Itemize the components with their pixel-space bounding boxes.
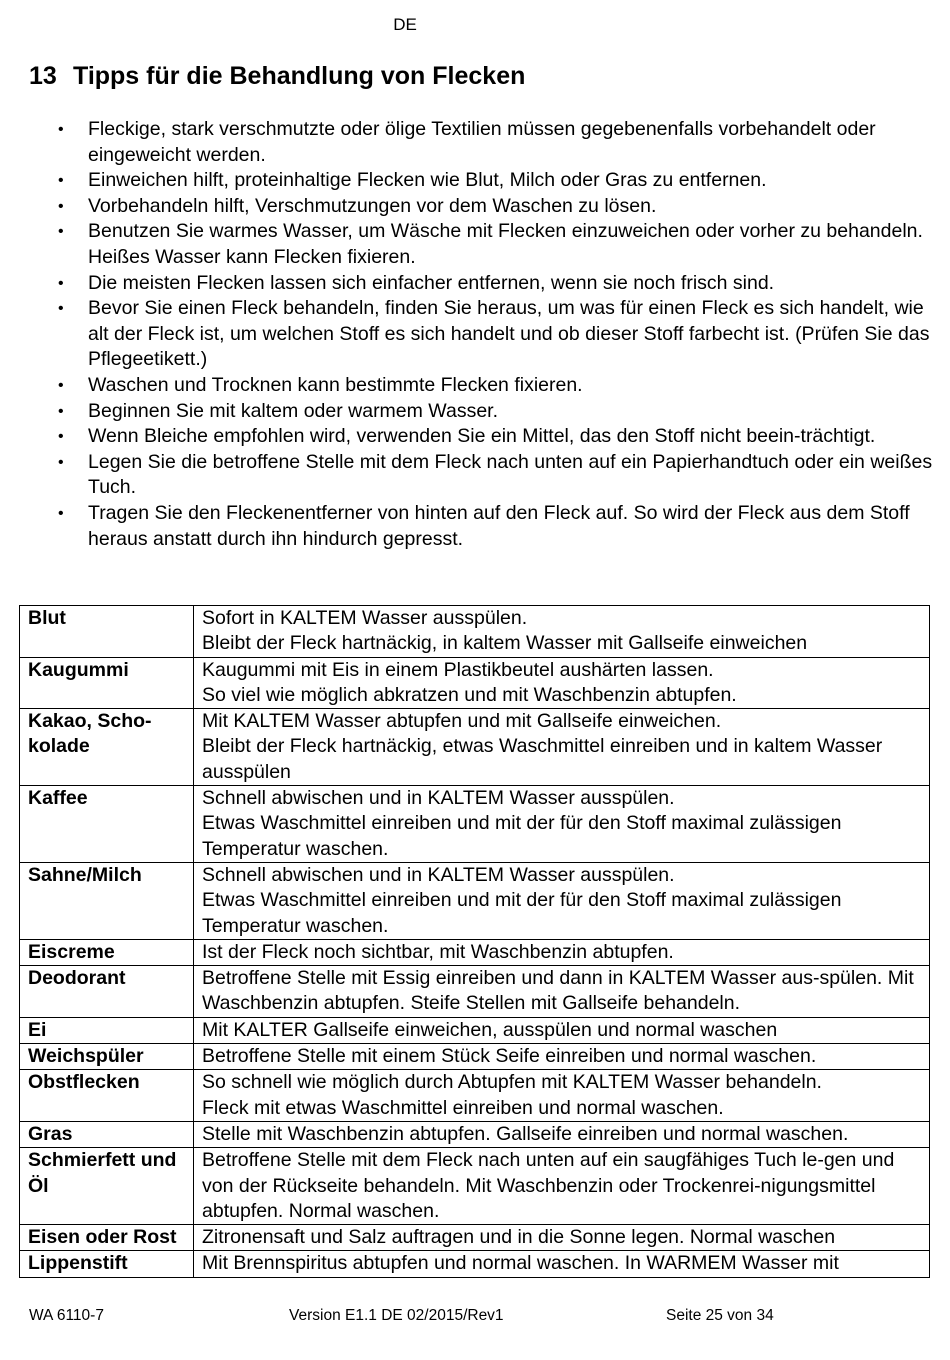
bullet-icon: • [58, 453, 64, 471]
table-row [20, 1044, 930, 1070]
tip-text: Tragen Sie den Fleckenentferner von hinten auf den Fleck auf. So wird der Fleck aus dem Stoff heraus anstatt durch ihn hindurch gepresst. [88, 501, 910, 550]
page-language-header: DE [393, 15, 417, 34]
table-row [20, 1251, 930, 1277]
stain-treatment-table [19, 605, 930, 1278]
tip-text: Vorbehandeln hilft, Verschmutzungen vor dem Waschen zu lösen. [88, 194, 657, 217]
bullet-icon: • [58, 121, 64, 138]
stain-name: Blut [20, 606, 194, 658]
section-title: Tipps für die Behandlung von Flecken [73, 62, 526, 90]
section-heading [29, 62, 525, 91]
table-row [20, 606, 930, 658]
table-row [20, 862, 930, 939]
stain-treatment: Betroffene Stelle mit einem Stück Seife einreiben und normal waschen. [194, 1044, 930, 1070]
table-row [20, 966, 930, 1018]
tip-item [0, 450, 935, 501]
stain-name: Obstflecken [20, 1070, 194, 1122]
tip-item [0, 194, 935, 220]
stain-name: Lippenstift [20, 1251, 194, 1277]
tip-text: Legen Sie die betroffene Stelle mit dem Fleck nach unten auf ein Papierhandtuch oder ein weißes Tuch. [88, 450, 933, 499]
tip-item [0, 399, 935, 425]
table-row [20, 939, 930, 965]
tip-text: Die meisten Flecken lassen sich einfacher entfernen, wenn sie noch frisch sind. [88, 271, 775, 294]
tip-text: Beginnen Sie mit kaltem oder warmem Wasser. [88, 399, 499, 422]
tip-item [0, 501, 935, 552]
footer-page-number: Seite 25 von 34 [666, 1307, 774, 1324]
stain-name: Gras [20, 1121, 194, 1147]
table-row [20, 1070, 930, 1122]
stain-name: Schmierfett und Öl [20, 1148, 194, 1225]
section-number: 13 [29, 62, 57, 90]
stain-treatment: Stelle mit Waschbenzin abtupfen. Gallseife einreiben und normal waschen. [194, 1121, 930, 1147]
bullet-icon: • [58, 172, 64, 190]
footer-model: WA 6110-7 [29, 1307, 104, 1324]
stain-treatment: Sofort in KALTEM Wasser ausspülen. Bleibt der Fleck hartnäckig, in kaltem Wasser mit Gallseife einweichen [194, 606, 930, 658]
tip-item [0, 117, 935, 168]
stain-treatment: Ist der Fleck noch sichtbar, mit Waschbenzin abtupfen. [194, 939, 930, 965]
tip-item [0, 271, 935, 297]
stain-treatment: Zitronensaft und Salz auftragen und in die Sonne legen. Normal waschen [194, 1225, 930, 1251]
stain-name: Sahne/Milch [20, 862, 194, 939]
stain-treatment: Kaugummi mit Eis in einem Plastikbeutel aushärten lassen. So viel wie möglich abkratzen und mit Waschbenzin abtupfen. [194, 657, 930, 709]
stain-treatment: Betroffene Stelle mit dem Fleck nach unten auf ein saugfähiges Tuch le-gen und von der Rückseite behandeln. Mit Waschbenzin oder Trockenrei-nigungsmittel abtupfen. Normal waschen. [194, 1148, 930, 1225]
bullet-icon: • [58, 428, 64, 446]
tips-list [0, 117, 935, 552]
stain-name: Ei [20, 1017, 194, 1043]
tip-item [0, 296, 935, 373]
stain-treatment: Schnell abwischen und in KALTEM Wasser ausspülen. Etwas Waschmittel einreiben und mit der für den Stoff maximal zulässigen Temperatur waschen. [194, 862, 930, 939]
stain-name: Deodorant [20, 966, 194, 1018]
stain-treatment: Betroffene Stelle mit Essig einreiben und dann in KALTEM Wasser aus-spülen. Mit Waschbenzin abtupfen. Steife Stellen mit Gallseife behandeln. [194, 966, 930, 1018]
tip-text: Einweichen hilft, proteinhaltige Flecken wie Blut, Milch oder Gras zu entfernen. [88, 169, 767, 192]
stain-treatment: Schnell abwischen und in KALTEM Wasser ausspülen. Etwas Waschmittel einreiben und mit der für den Stoff maximal zulässigen Temperatur waschen. [194, 786, 930, 863]
tip-text: Waschen und Trocknen kann bestimmte Flecken fixieren. [88, 373, 583, 396]
tip-item [0, 168, 935, 194]
bullet-icon: • [58, 402, 64, 420]
tip-text: Fleckige, stark verschmutzte oder ölige Textilien müssen gegebenenfalls vorbehandelt oder eingeweicht werden. [88, 118, 876, 166]
table-row [20, 657, 930, 709]
tip-text: Wenn Bleiche empfohlen wird, verwenden Sie ein Mittel, das den Stoff nicht beein-trächtigt. [88, 425, 876, 448]
footer-version: Version E1.1 DE 02/2015/Rev1 [289, 1307, 504, 1324]
table-row [20, 786, 930, 863]
table-row [20, 1225, 930, 1251]
tip-text: Benutzen Sie warmes Wasser, um Wäsche mit Flecken einzuweichen oder vorher zu behandeln. Heißes Wasser kann Flecken fixieren. [88, 220, 923, 268]
stain-treatment: Mit KALTEM Wasser abtupfen und mit Gallseife einweichen. Bleibt der Fleck hartnäckig, etwas Waschmittel einreiben und in kaltem Wasser ausspülen [194, 709, 930, 786]
tip-item [0, 219, 935, 270]
tip-text: Bevor Sie einen Fleck behandeln, finden Sie heraus, um was für einen Fleck es sich handelt, wie alt der Fleck ist, um welchen Stoff es sich handelt und ob dieser Stoff farbecht ist. (Prüfen Sie das Pflegeetikett.) [88, 297, 930, 371]
stain-name: Kakao, Scho-kolade [20, 709, 194, 786]
bullet-icon: • [58, 274, 64, 292]
tip-item [0, 373, 935, 399]
stain-treatment: Mit KALTER Gallseife einweichen, ausspülen und normal waschen [194, 1017, 930, 1043]
table-row [20, 709, 930, 786]
table-row [20, 1148, 930, 1225]
stain-name: Eisen oder Rost [20, 1225, 194, 1251]
stain-name: Weichspüler [20, 1044, 194, 1070]
bullet-icon: • [58, 376, 64, 394]
stain-treatment: Mit Brennspiritus abtupfen und normal waschen. In WARMEM Wasser mit [194, 1251, 930, 1277]
stain-name: Eiscreme [20, 939, 194, 965]
table-row [20, 1017, 930, 1043]
stain-name: Kaugummi [20, 657, 194, 709]
stain-name: Kaffee [20, 786, 194, 863]
bullet-icon: • [58, 197, 64, 215]
bullet-icon: • [58, 300, 64, 318]
tip-item [0, 424, 935, 450]
bullet-icon: • [58, 504, 64, 522]
bullet-icon: • [58, 223, 64, 241]
stain-treatment: So schnell wie möglich durch Abtupfen mit KALTEM Wasser behandeln. Fleck mit etwas Waschmittel einreiben und normal waschen. [194, 1070, 930, 1122]
table-row [20, 1121, 930, 1147]
